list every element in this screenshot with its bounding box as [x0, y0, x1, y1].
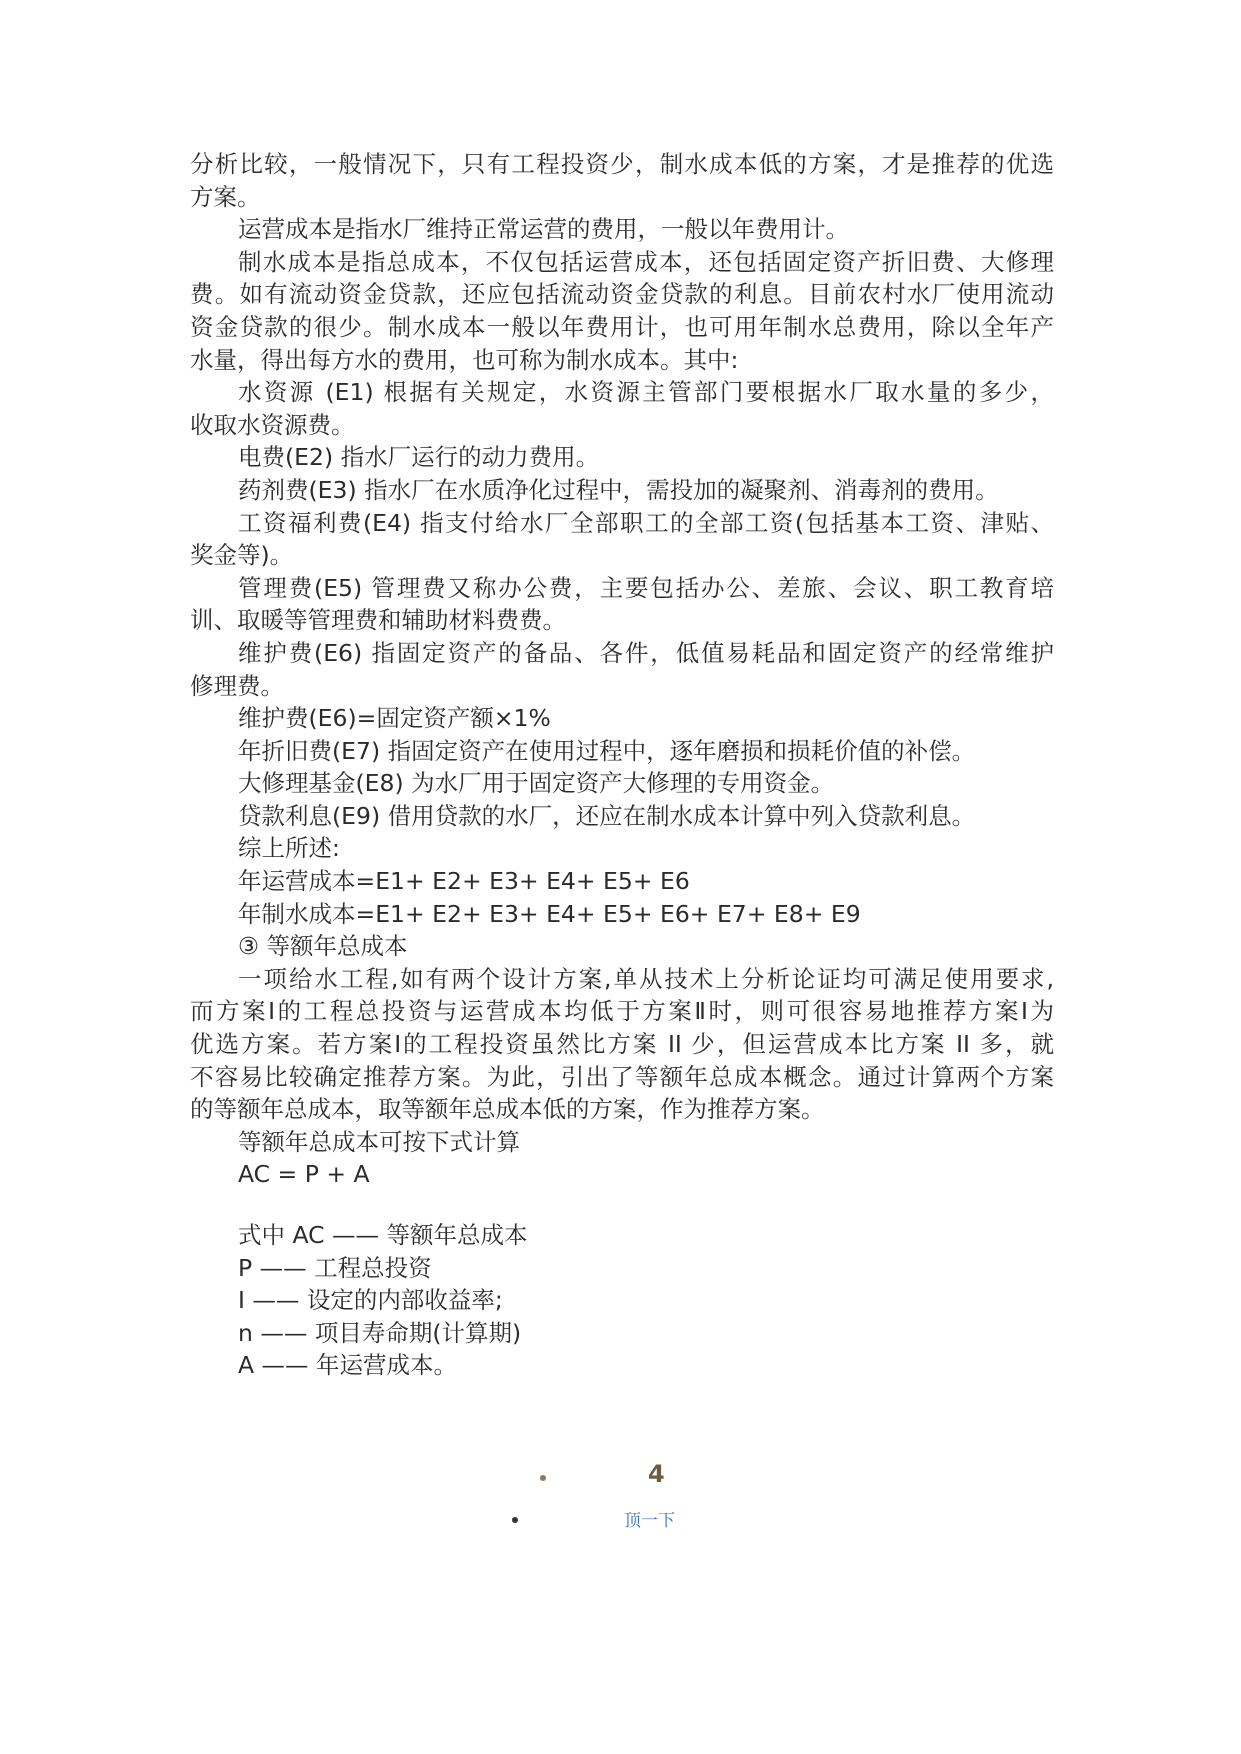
definition-line: 式中 AC —— 等额年总成本	[238, 1221, 528, 1249]
next-link[interactable]: 顶一下	[624, 1511, 675, 1531]
text-line: 资金贷款的很少。制水成本一般以年费用计，也可用年制水总费用，除以全年产	[190, 312, 1054, 341]
text-line: 管理费(E5) 管理费又称办公费，主要包括办公、差旅、会议、职工教育培	[238, 573, 1054, 602]
definition-line: n —— 项目寿命期(计算期)	[238, 1318, 522, 1347]
text-line: 费。如有流动资金贷款，还应包括流动资金贷款的利息。目前农村水厂使用流动	[190, 280, 1054, 309]
formula-line: AC = P + A	[238, 1160, 370, 1189]
spacer	[190, 1191, 1054, 1219]
text-line: 方案。	[190, 182, 261, 211]
document-body	[190, 148, 1054, 1382]
text-line: 不容易比较确定推荐方案。为此，引出了等额年总成本概念。通过计算两个方案	[190, 1062, 1054, 1091]
formula-line: 年运营成本=E1+ E2+ E3+ E4+ E5+ E6	[238, 867, 690, 896]
text-line: 综上所述:	[238, 834, 340, 863]
text-line: 等额年总成本可按下式计算	[238, 1127, 520, 1156]
formula-line: 年制水成本=E1+ E2+ E3+ E4+ E5+ E6+ E7+ E8+ E9	[238, 899, 861, 928]
text-line: 电费(E2) 指水厂运行的动力费用。	[238, 443, 600, 472]
text-line: 训、取暖等管理费和辅助材料费费。	[190, 606, 566, 635]
text-line: 收取水资源费。	[190, 410, 355, 439]
text-line: 工资福利费(E4) 指支付给水厂全部职工的全部工资(包括基本工资、津贴、	[238, 508, 1054, 537]
text-line: 修理费。	[190, 671, 284, 700]
page-number: 4	[648, 1460, 665, 1488]
text-line: 优选方案。若方案Ⅰ的工程投资虽然比方案 II 少，但运营成本比方案 II 多，就	[190, 1030, 1054, 1059]
text-line: 维护费(E6)=固定资产额×1%	[238, 704, 551, 733]
text-line: 药剂费(E3) 指水厂在水质净化过程中，需投加的凝聚剂、消毒剂的费用。	[238, 475, 999, 504]
text-line: 分析比较，一般情况下，只有工程投资少，制水成本低的方案，才是推荐的优选	[190, 150, 1054, 178]
text-line: 制水成本是指总成本，不仅包括运营成本，还包括固定资产折旧费、大修理	[238, 247, 1054, 276]
section-heading: ③ 等额年总成本	[238, 932, 408, 961]
bullet-icon	[540, 1475, 546, 1481]
text-line: 一项给水工程,如有两个设计方案,单从技术上分析论证均可满足使用要求,	[238, 964, 1054, 993]
definition-line: I —— 设定的内部收益率;	[238, 1286, 503, 1315]
text-line: 水量，得出每方水的费用，也可称为制水成本。其中:	[190, 345, 739, 374]
text-line: 运营成本是指水厂维持正常运营的费用，一般以年费用计。	[238, 215, 849, 244]
text-line: 年折旧费(E7) 指固定资产在使用过程中，逐年磨损和损耗价值的补偿。	[238, 736, 976, 765]
text-line: 大修理基金(E8) 为水厂用于固定资产大修理的专用资金。	[238, 769, 835, 798]
text-line: 的等额年总成本，取等额年总成本低的方案，作为推荐方案。	[190, 1095, 825, 1124]
text-line: 奖金等)。	[190, 541, 294, 570]
definition-line: A —— 年运营成本。	[238, 1351, 458, 1380]
definition-line: P —— 工程总投资	[238, 1253, 432, 1282]
text-line: 维护费(E6) 指固定资产的备品、各件，低值易耗品和固定资产的经常维护	[238, 638, 1054, 667]
bullet-icon	[512, 1517, 518, 1523]
text-line: 而方案Ⅰ的工程总投资与运营成本均低于方案Ⅱ时，则可很容易地推荐方案Ⅰ为	[190, 997, 1054, 1026]
text-line: 贷款利息(E9) 借用贷款的水厂，还应在制水成本计算中列入贷款利息。	[238, 801, 976, 830]
text-line: 水资源 (E1) 根据有关规定，水资源主管部门要根据水厂取水量的多少，	[238, 378, 1054, 407]
